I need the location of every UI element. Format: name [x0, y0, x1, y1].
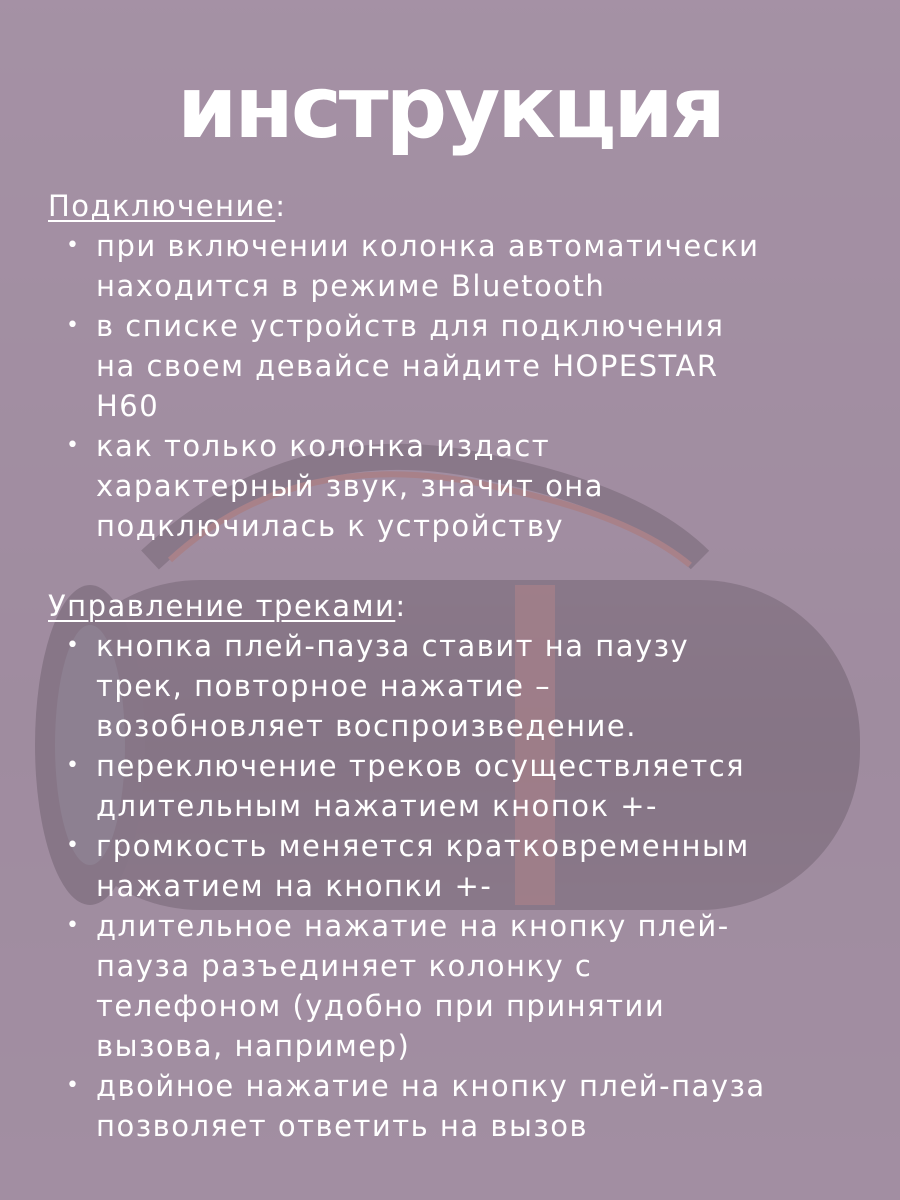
list-item-text-line: подключилась к устройству [96, 509, 565, 543]
list-item-text-line: кнопка плей-пауза ставит на паузу [96, 629, 690, 663]
list-item [48, 306, 878, 426]
list-item-text-line: вызова, например) [96, 1029, 411, 1063]
bullet-icon: • [66, 833, 81, 858]
heading-colon: : [395, 589, 407, 623]
list-item-text-line: находится в режиме Bluetooth [96, 269, 606, 303]
section-0 [48, 186, 878, 546]
bullet-icon: • [66, 633, 81, 658]
bullet-icon: • [66, 753, 81, 778]
list-item-text-line: громкость меняется кратковременным [96, 829, 750, 863]
list-item-text-line: как только колонка издаст [96, 429, 551, 463]
list-item-text-line: нажатием на кнопки +- [96, 869, 493, 903]
section-heading-line [48, 186, 878, 226]
section-heading: Подключение [48, 189, 276, 223]
list-item [48, 746, 878, 826]
section-heading: Управление треками [48, 589, 396, 623]
bullet-list [48, 626, 878, 1146]
list-item-text-line: при включении колонка автоматически [96, 229, 760, 263]
list-item [48, 626, 878, 746]
list-item [48, 906, 878, 1066]
list-item-text-line: длительное нажатие на кнопку плей- [96, 909, 730, 943]
bullet-icon: • [66, 913, 81, 938]
bullet-icon: • [66, 1073, 81, 1098]
list-item [48, 826, 878, 906]
section-1 [48, 586, 878, 1146]
list-item-text-line: телефоном (удобно при принятии [96, 989, 666, 1023]
list-item-text-line: возобновляет воспроизведение. [96, 709, 637, 743]
list-item-text-line: на своем девайсе найдите HOPESTAR [96, 349, 719, 383]
list-item-text-line: H60 [96, 389, 160, 423]
list-item-text-line: трек, повторное нажатие – [96, 669, 552, 703]
list-item [48, 426, 878, 546]
bullet-icon: • [66, 313, 81, 338]
bullet-list [48, 226, 878, 546]
list-item-text-line: в списке устройств для подключения [96, 309, 725, 343]
bullet-icon: • [66, 433, 81, 458]
list-item-text-line: длительным нажатием кнопок +- [96, 789, 658, 823]
page-title: инструкция [177, 58, 723, 158]
heading-colon: : [275, 189, 287, 223]
list-item-text-line: позволяет ответить на вызов [96, 1109, 589, 1143]
section-heading-line [48, 586, 878, 626]
list-item-text-line: характерный звук, значит она [96, 469, 605, 503]
list-item-text-line: пауза разъединяет колонку с [96, 949, 593, 983]
list-item [48, 1066, 878, 1146]
instructions [48, 186, 878, 1146]
list-item-text-line: переключение треков осуществляется [96, 749, 746, 783]
list-item-text-line: двойное нажатие на кнопку плей-пауза [96, 1069, 766, 1103]
bullet-icon: • [66, 233, 81, 258]
list-item [48, 226, 878, 306]
